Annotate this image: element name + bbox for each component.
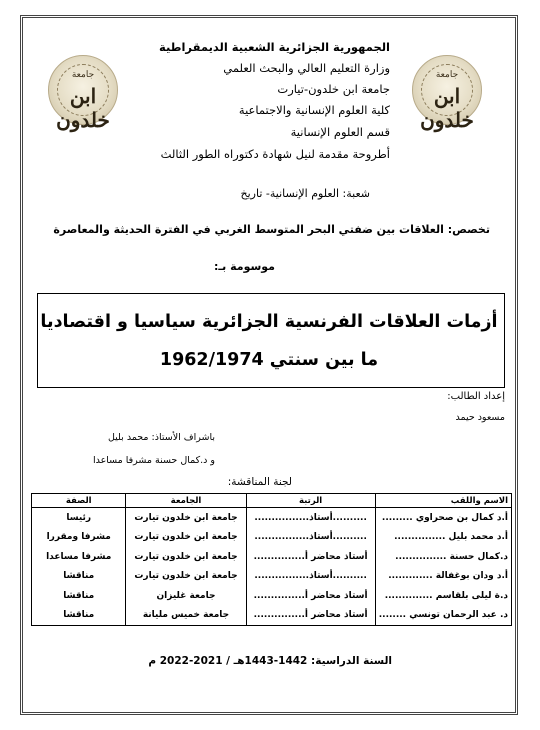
co-supervisor-line: و د.كمال حسنة مشرفا مساعدا bbox=[92, 455, 215, 466]
specialty-line: تخصص: العلاقات بين ضفتي البحر المتوسط الغربي في الفترة الحديثة والمعاصرة bbox=[53, 223, 490, 236]
table-row bbox=[32, 567, 512, 587]
logo-text-small: جامعة bbox=[71, 70, 95, 80]
university-logo-left bbox=[48, 55, 118, 132]
header-rank: الرتبة bbox=[246, 494, 375, 508]
header-role: الصفة bbox=[32, 494, 126, 508]
member-role: مشرفا مساعدا bbox=[32, 547, 126, 567]
header-thesis-type: أطروحة مقدمة لنيل شهادة دكتوراه الطور الثالث bbox=[160, 147, 390, 161]
committee-header-row bbox=[32, 494, 512, 508]
member-name: أ.د كمال بن صحراوي ......... bbox=[375, 508, 511, 528]
header-faculty: كلية العلوم الإنسانية والاجتماعية bbox=[238, 103, 390, 117]
committee-table bbox=[31, 493, 512, 626]
member-rank: ..........أستاذ................ bbox=[246, 528, 375, 548]
member-university: جامعة ابن خلدون تيارت bbox=[126, 547, 246, 567]
logo-text-small: جامعة bbox=[435, 70, 459, 80]
member-university: جامعة ابن خلدون تيارت bbox=[126, 567, 246, 587]
member-rank: أستاذ محاضر أ............... bbox=[246, 606, 375, 626]
thesis-title-line2: ما بين سنتي 1962/1974 bbox=[159, 350, 379, 370]
logo-text-big: ابن خلدون bbox=[420, 84, 474, 132]
header-republic: الجمهورية الجزائرية الشعبية الديمقراطية bbox=[158, 40, 390, 54]
member-name: د. عبد الرحمان تونسي ........ bbox=[375, 606, 511, 626]
committee-label: لجنة المناقشة: bbox=[227, 476, 292, 488]
member-university: جامعة ابن خلدون تيارت bbox=[126, 528, 246, 548]
prepared-by-label: إعداد الطالب: bbox=[447, 391, 505, 402]
table-row bbox=[32, 528, 512, 548]
member-rank: أستاذ محاضر أ............... bbox=[246, 586, 375, 606]
member-name: أ.د ودان بوغفالة ............. bbox=[375, 567, 511, 587]
titled-label: موسومة بـ: bbox=[213, 260, 275, 273]
table-row bbox=[32, 547, 512, 567]
logo-text-big: ابن خلدون bbox=[56, 84, 110, 132]
supervisor-line: باشراف الأستاذ: محمد بليل bbox=[107, 432, 215, 443]
table-row bbox=[32, 586, 512, 606]
table-row bbox=[32, 606, 512, 626]
member-university: جامعة خميس مليانة bbox=[126, 606, 246, 626]
academic-year: السنة الدراسية: 1442-1443هـ / 2021-2022 م bbox=[148, 655, 392, 667]
member-rank: ..........أستاذ................ bbox=[246, 567, 375, 587]
member-university: جامعة ابن خلدون تيارت bbox=[126, 508, 246, 528]
table-row bbox=[32, 508, 512, 528]
header-name: الاسم واللقب bbox=[375, 494, 511, 508]
thesis-title-line1: أزمات العلاقات الفرنسية الجزائرية سياسيا و اقتصاديا bbox=[40, 312, 498, 332]
member-role: مشرفا ومقررا bbox=[32, 528, 126, 548]
thesis-title-box bbox=[37, 293, 505, 388]
member-rank: أستاذ محاضر أ............... bbox=[246, 547, 375, 567]
member-role: مناقشا bbox=[32, 606, 126, 626]
header-ministry: وزارة التعليم العالي والبحث العلمي bbox=[223, 61, 390, 75]
member-role: مناقشا bbox=[32, 586, 126, 606]
branch-line: شعبة: العلوم الإنسانية- تاريخ bbox=[240, 187, 370, 200]
member-university: جامعة غليزان bbox=[126, 586, 246, 606]
header-department: قسم العلوم الإنسانية bbox=[290, 125, 390, 139]
student-name: مسعود حيمد bbox=[455, 412, 505, 423]
member-name: د.ة ليلى بلقاسم .............. bbox=[375, 586, 511, 606]
university-logo-right bbox=[412, 55, 482, 132]
member-name: د.كمال حسنة ............... bbox=[375, 547, 511, 567]
member-role: رئيسا bbox=[32, 508, 126, 528]
header-university: جامعة ابن خلدون-تيارت bbox=[277, 82, 390, 96]
member-rank: ..........أستاذ................ bbox=[246, 508, 375, 528]
member-role: مناقشا bbox=[32, 567, 126, 587]
member-name: أ.د محمد بليل ............... bbox=[375, 528, 511, 548]
header-university: الجامعة bbox=[126, 494, 246, 508]
